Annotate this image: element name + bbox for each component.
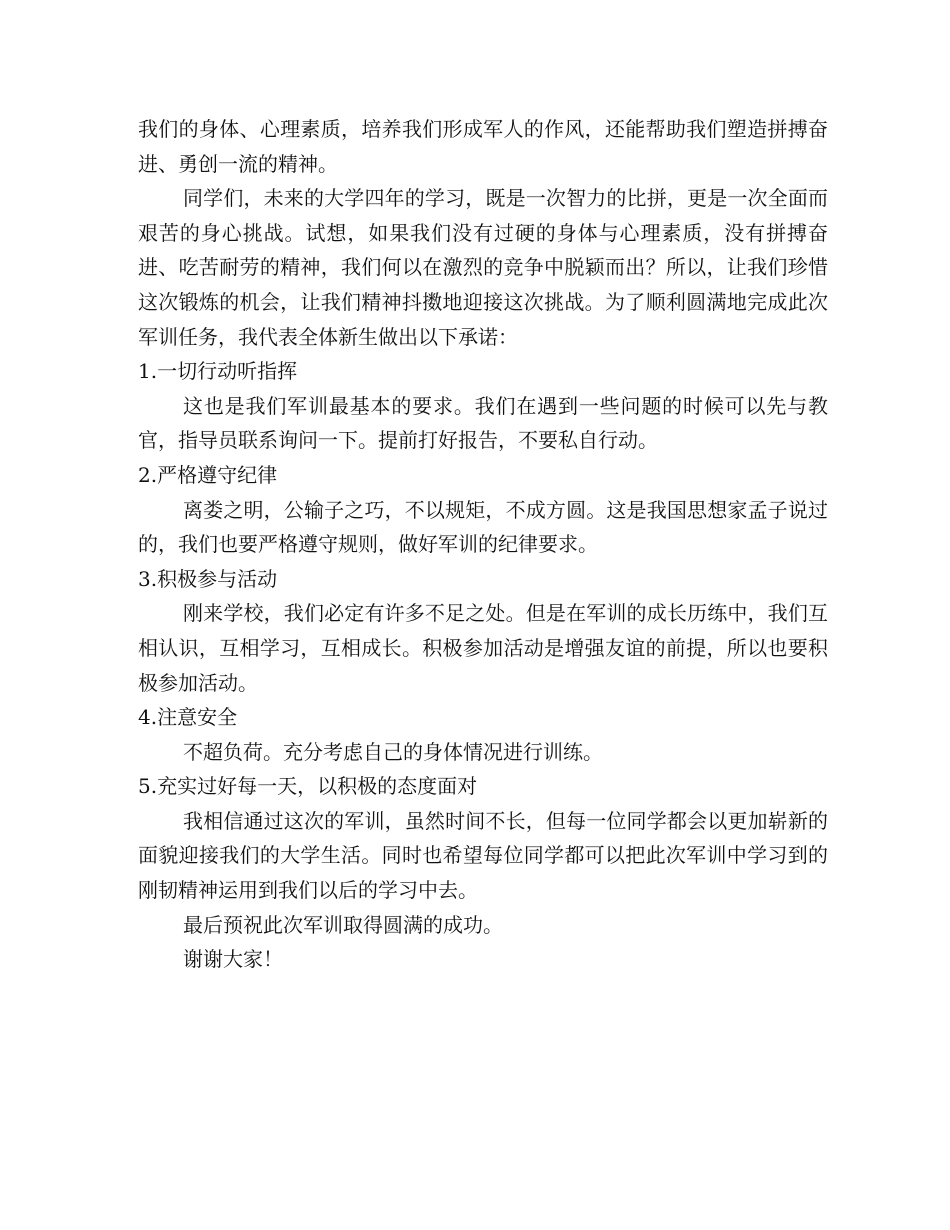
pledge-item-1-body: 这也是我们军训最基本的要求。我们在遇到一些问题的时候可以先与教官，指导员联系询问一下。提前打好报告，不要私自行动。	[138, 393, 828, 453]
paragraph-continuation: 我们的身体、心理素质，培养我们形成军人的作风，还能帮助我们塑造拼搏奋进、勇创一流的精神。	[138, 117, 828, 176]
paragraph-challenge: 同学们，未来的大学四年的学习，既是一次智力的比拼，更是一次全面而艰苦的身心挑战。试想，如果我们没有过硬的身体与心理素质，没有拼搏奋进、吃苦耐劳的精神，我们何以在激烈的竞争中脱颖而出？所以，让我们珍惜这次锻炼的机会，让我们精神抖擞地迎接这次挑战。为了顺利圆满地完成此次军训任务，我代表全体新生做出以下承诺：	[138, 186, 828, 349]
pledge-item-5-heading: 5.充实过好每一天，以积极的态度面对	[138, 774, 478, 799]
pledge-item-2-body: 离娄之明，公输子之巧，不以规矩，不成方圆。这是我国思想家孟子说过的，我们也要严格遵守规则，做好军训的纪律要求。	[138, 497, 828, 557]
pledge-item-3-body: 刚来学校，我们必定有许多不足之处。但是在军训的成长历练中，我们互相认识，互相学习，互相成长。积极参加活动是增强友谊的前提，所以也要积极参加活动。	[138, 601, 828, 695]
closing-thanks: 谢谢大家！	[183, 947, 283, 972]
pledge-item-3-heading: 3.积极参与活动	[138, 566, 278, 591]
pledge-item-4-body: 不超负荷。充分考虑自己的身体情况进行训练。	[183, 739, 603, 764]
pledge-item-5-body: 我相信通过这次的军训，虽然时间不长，但每一位同学都会以更加崭新的面貌迎接我们的大学生活。同时也希望每位同学都可以把此次军训中学习到的刚韧精神运用到我们以后的学习中去。	[138, 808, 828, 903]
pledge-item-2-heading: 2.严格遵守纪律	[138, 462, 278, 487]
document-page	[138, 112, 828, 977]
pledge-item-1-heading: 1.一切行动听指挥	[138, 359, 298, 384]
closing-wish: 最后预祝此次军训取得圆满的成功。	[183, 912, 503, 937]
pledge-item-4-heading: 4.注意安全	[138, 705, 238, 730]
